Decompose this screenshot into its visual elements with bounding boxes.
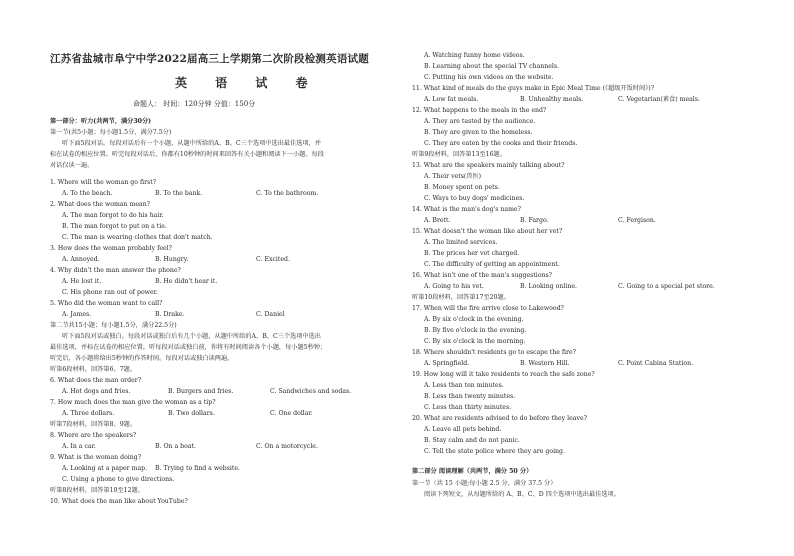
option: B. By five o'clock in the evening. xyxy=(424,327,527,334)
question: 15. What doesn't the woman like about her vet? xyxy=(412,228,563,235)
option: C. They are eaten by the cooks and their friends. xyxy=(424,140,578,147)
question: 17. When will the fire arrive close to Lakewood? xyxy=(412,305,564,312)
option: B. Burgers and fries. xyxy=(168,388,234,395)
option: C. Using a phone to give directions. xyxy=(62,476,175,483)
option: B. Drake. xyxy=(155,311,185,318)
question: 20. What are residents advised to do before they leave? xyxy=(412,415,587,422)
material-heading: 听第10段材料，回答第17至20题。 xyxy=(412,294,510,301)
option: C. Point Cabina Station. xyxy=(618,360,694,367)
option: C. Excited. xyxy=(256,256,290,263)
option: A. To the beach. xyxy=(62,190,113,197)
exam-info: 命题人： 时间：120分钟 分值：150分 xyxy=(133,100,256,108)
option: B. Money spent on pets. xyxy=(424,184,500,191)
option: C. Putting his own videos on the website. xyxy=(424,74,554,81)
option: B. Trying to find a website. xyxy=(155,465,241,472)
question: 10. What does the man like about YouTube? xyxy=(50,498,188,505)
option: A. Watching funny home videos. xyxy=(424,52,525,59)
option: B. Less than twenty minutes. xyxy=(424,393,516,400)
instruction-line: 听下面5段对话或独白。每段对话或独白后有几个小题，从题中所给的A、B、C三个选项中选出 xyxy=(62,333,321,340)
option: A. He lost it. xyxy=(62,278,102,285)
option: A. They are tasted by the audience. xyxy=(424,118,536,125)
question: 11. What kind of meals do the guys make in Epic Meal Time (《超级开饭时间》)? xyxy=(412,85,655,92)
question: 8. Where are the speakers? xyxy=(50,432,137,439)
option: A. Leave all pets behind. xyxy=(424,426,502,433)
option: C. His phone ran out of power. xyxy=(62,289,158,296)
option: C. Ways to buy dogs' medicines. xyxy=(424,195,525,202)
option: C. Daniel xyxy=(256,311,285,318)
question: 1. Where will the woman go first? xyxy=(50,179,157,186)
option: C. Going to a special pet store. xyxy=(618,283,715,290)
material-heading: 听第8段材料，回答第10至12题。 xyxy=(50,487,144,494)
instruction-line: 听下面5段对话。每段对话后有一个小题，从题中所给的A、B、C三个选项中选出最佳选项，并 xyxy=(62,140,321,147)
option: B. They are given to the homeless. xyxy=(424,129,533,136)
question: 12. What happens to the meals in the end? xyxy=(412,107,547,114)
option: A. The limited services. xyxy=(424,239,498,246)
option: B. Western Hill. xyxy=(520,360,570,367)
option: B. Two dollars. xyxy=(168,410,215,417)
option: B. Fargo. xyxy=(520,217,549,224)
option: B. He didn't hear it. xyxy=(155,278,218,285)
question: 19. How long will it take residents to reach the safe zone? xyxy=(412,371,595,378)
question: 18. Where shouldn't residents go to escape the fire? xyxy=(412,349,576,356)
option: C. Fergison. xyxy=(618,217,656,224)
question: 2. What does the woman mean? xyxy=(50,201,150,208)
option: B. To the bank. xyxy=(155,190,203,197)
instruction-line: 最佳选项，并标在试卷的相应位置。听每段对话或独白前，你将有时间阅读各个小题，每小题5秒钟； xyxy=(50,344,327,351)
option: B. Looking online. xyxy=(520,283,577,290)
option: C. By six o'clock in the morning. xyxy=(424,338,526,345)
instruction-line: 标在试卷的相应位置。听完每段对话后，你都有10秒钟的时间来回答有关小题和阅读下一小题。每段 xyxy=(50,151,324,158)
question: 7. How much does the man give the woman as a tip? xyxy=(50,399,216,406)
part2-heading: 第二部分 阅读理解（共两节，满分 50 分） xyxy=(412,468,533,475)
option: C. Less than thirty minutes. xyxy=(424,404,512,411)
option: A. Going to his vet. xyxy=(424,283,484,290)
section-heading: 第二节共15小题；每小题1.5分，满分22.5分) xyxy=(50,322,177,329)
option: A. Low fat meals. xyxy=(424,96,479,103)
section-heading: 第一节(共5小题；每小题1.5分，满分7.5分) xyxy=(50,129,172,136)
option: A. Looking at a paper map. xyxy=(62,465,148,472)
question: 4. Why didn't the man answer the phone? xyxy=(50,267,181,274)
document-title: 江苏省盐城市阜宁中学2022届高三上学期第二次阶段检测英语试题 xyxy=(50,53,369,65)
option: B. The prices her vet charged. xyxy=(424,250,520,257)
section-heading: 第一节（共 15 小题;每小题 2.5 分，满分 37.5 分） xyxy=(412,480,557,487)
option: C. The man is wearing clothes that don't match. xyxy=(62,234,213,241)
document-subtitle: 英 语 试 卷 xyxy=(175,76,320,90)
option: A. Brett. xyxy=(424,217,451,224)
question: 14. What is the man's dog's name? xyxy=(412,206,521,213)
option: B. The man forgot to put on a tie. xyxy=(62,223,167,230)
option: C. One dollar. xyxy=(270,410,313,417)
option: B. Hungry. xyxy=(155,256,189,263)
question: 3. How does the woman probably feel? xyxy=(50,245,172,252)
option: C. Vegetarian(素食) meals. xyxy=(618,96,700,103)
option: A. Hot dogs and fries. xyxy=(62,388,131,395)
material-heading: 听第9段材料，回答第13至16题。 xyxy=(412,151,506,158)
option: A. Less than ten minutes. xyxy=(424,382,504,389)
question: 13. What are the speakers mainly talking about? xyxy=(412,162,565,169)
question: 9. What is the woman doing? xyxy=(50,454,142,461)
option: A. Their vets(兽医) xyxy=(424,173,482,180)
instruction-line: 对话仅读一遍。 xyxy=(50,162,94,169)
option: C. Sandwiches and sodas. xyxy=(270,388,352,395)
part1-heading: 第一部分：听力(共两节，满分30分) xyxy=(50,118,152,125)
option: C. The difficulty of getting an appointment. xyxy=(424,261,560,268)
option: A. Three dollars. xyxy=(62,410,115,417)
option: B. Stay calm and do not panic. xyxy=(424,437,520,444)
option: A. By six o'clock in the evening. xyxy=(424,316,524,323)
option: A. Annoyed. xyxy=(62,256,100,263)
instruction-line: 听完后，各小题将给出5秒钟的作答时间。每段对话或独白读两遍。 xyxy=(50,355,234,362)
option: C. On a motorcycle. xyxy=(256,443,318,450)
option: A. The man forgot to do his hair. xyxy=(62,212,164,219)
instruction-line: 阅读下列短文，从每题所给的 A、B、C、D 四个选项中选出最佳选项。 xyxy=(424,491,620,498)
material-heading: 听第7段材料，回答第8、9题。 xyxy=(50,421,137,428)
material-heading: 听第6段材料，回答第6、7题。 xyxy=(50,366,137,373)
option: B. Unhealthy meals. xyxy=(520,96,584,103)
option: A. James. xyxy=(62,311,92,318)
option: B. Learning about the special TV channels. xyxy=(424,63,560,70)
question: 6. What does the man order? xyxy=(50,377,142,384)
option: B. On a boat. xyxy=(155,443,196,450)
option: A. Springfield. xyxy=(424,360,470,367)
option: A. In a car. xyxy=(62,443,96,450)
question: 16. What isn't one of the man's suggestions? xyxy=(412,272,552,279)
option: C. To the bathroom. xyxy=(256,190,319,197)
question: 5. Who did the woman want to call? xyxy=(50,300,163,307)
option: C. Tell the state police where they are going. xyxy=(424,448,565,455)
